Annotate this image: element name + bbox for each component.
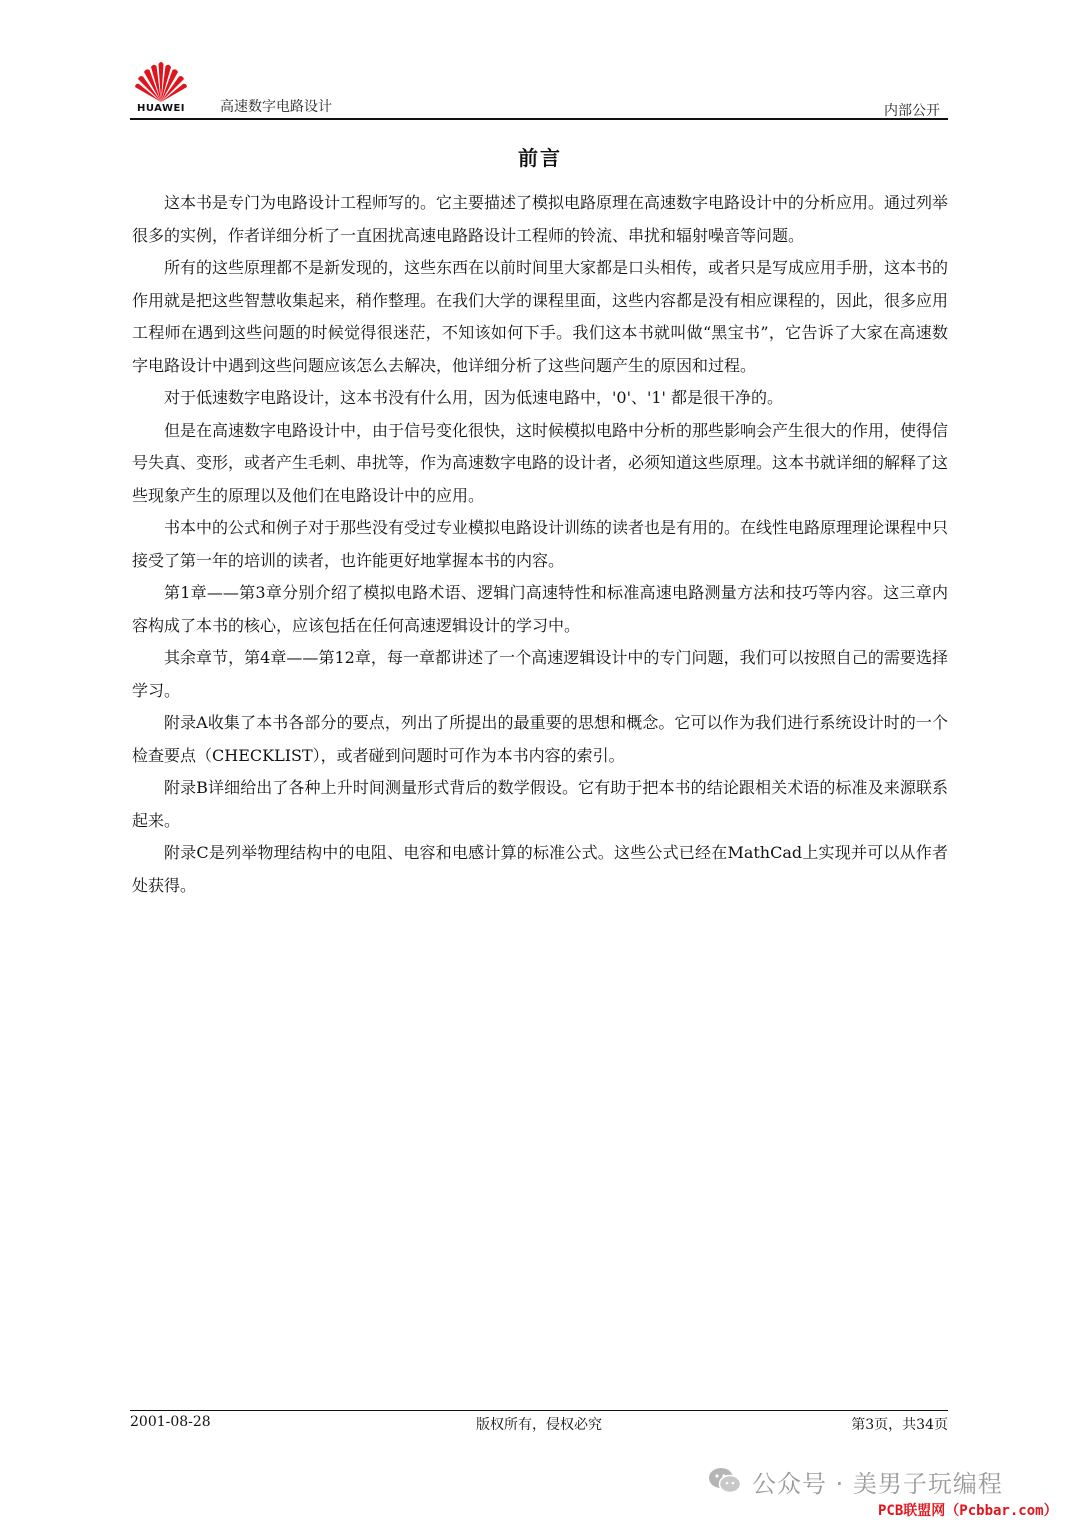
wechat-icon: [708, 1466, 742, 1496]
page-heading: 前言: [518, 146, 562, 170]
site-watermark: PCB联盟网（Pcbbar.com）: [878, 1503, 1058, 1519]
paragraph: 但是在高速数字电路设计中，由于信号变化很快，这时候模拟电路中分析的那些影响会产生很大的作用，使得信号失真、变形，或者产生毛刺、串扰等，作为高速数字电路的设计者，必须知道这些原理。这本书就详细的解释了这些现象产生的原理以及他们在电路设计中的应用。: [132, 420, 949, 505]
wechat-account-text: 公众号 · 美男子玩编程: [752, 1470, 1003, 1498]
footer-page-number: 第3页，共34页: [851, 1417, 948, 1433]
header-divider: [130, 118, 948, 120]
paragraph: 第1章——第3章分别介绍了模拟电路术语、逻辑门高速特性和标准高速电路测量方法和技巧等内容。这三章内容构成了本书的核心，应该包括在任何高速逻辑设计的学习中。: [132, 583, 948, 635]
paragraph: 附录B详细给出了各种上升时间测量形式背后的数学假设。它有助于把本书的结论跟相关术语的标准及来源联系起来。: [132, 778, 948, 830]
body-text: [132, 187, 948, 902]
page-header: [130, 58, 948, 120]
paragraph: 附录C是列举物理结构中的电阻、电容和电感计算的标准公式。这些公式已经在MathCad上实现并可以从作者处获得。: [132, 843, 948, 895]
paragraph: 对于低速数字电路设计，这本书没有什么用，因为低速电路中，'0'、'1' 都是很干净的。: [164, 388, 784, 407]
document-title: 高速数字电路设计: [220, 99, 332, 115]
footer-date: 2001-08-28: [130, 1414, 211, 1430]
paragraph: 所有的这些原理都不是新发现的，这些东西在以前时间里大家都是口头相传，或者只是写成应用手册，这本书的作用就是把这些智慧收集起来，稍作整理。在我们大学的课程里面，这些内容都是没有相应课程的，因此，很多应用工程师在遇到这些问题的时候觉得很迷茫，不知该如何下手。我们这本书就叫做“黑宝书”，它告诉了大家在高速数字电路设计中遇到这些问题应该怎么去解决，他详细分析了这些问题产生的原因和过程。: [132, 258, 949, 375]
huawei-petals-icon: [134, 58, 188, 104]
logo-wordmark: HUAWEI: [136, 103, 186, 114]
page-footer: [130, 1414, 948, 1438]
huawei-logo: [130, 58, 192, 118]
footer-copyright: 版权所有，侵权必究: [476, 1417, 602, 1433]
paragraph: 其余章节，第4章——第12章，每一章都讲述了一个高速逻辑设计中的专门问题，我们可以按照自己的需要选择学习。: [132, 648, 948, 700]
footer-divider: [130, 1410, 948, 1411]
paragraph: 附录A收集了本书各部分的要点，列出了所提出的最重要的思想和概念。它可以作为我们进行系统设计时的一个检查要点（CHECKLIST），或者碰到问题时可作为本书内容的索引。: [132, 713, 948, 765]
paragraph: 书本中的公式和例子对于那些没有受过专业模拟电路设计训练的读者也是有用的。在线性电路原理理论课程中只接受了第一年的培训的读者，也许能更好地掌握本书的内容。: [132, 518, 949, 570]
classification-label: 内部公开: [884, 103, 940, 119]
paragraph: 这本书是专门为电路设计工程师写的。它主要描述了模拟电路原理在高速数字电路设计中的分析应用。通过列举很多的实例，作者详细分析了一直困扰高速电路路设计工程师的铃流、串扰和辐射噪音等问题。: [132, 193, 949, 245]
